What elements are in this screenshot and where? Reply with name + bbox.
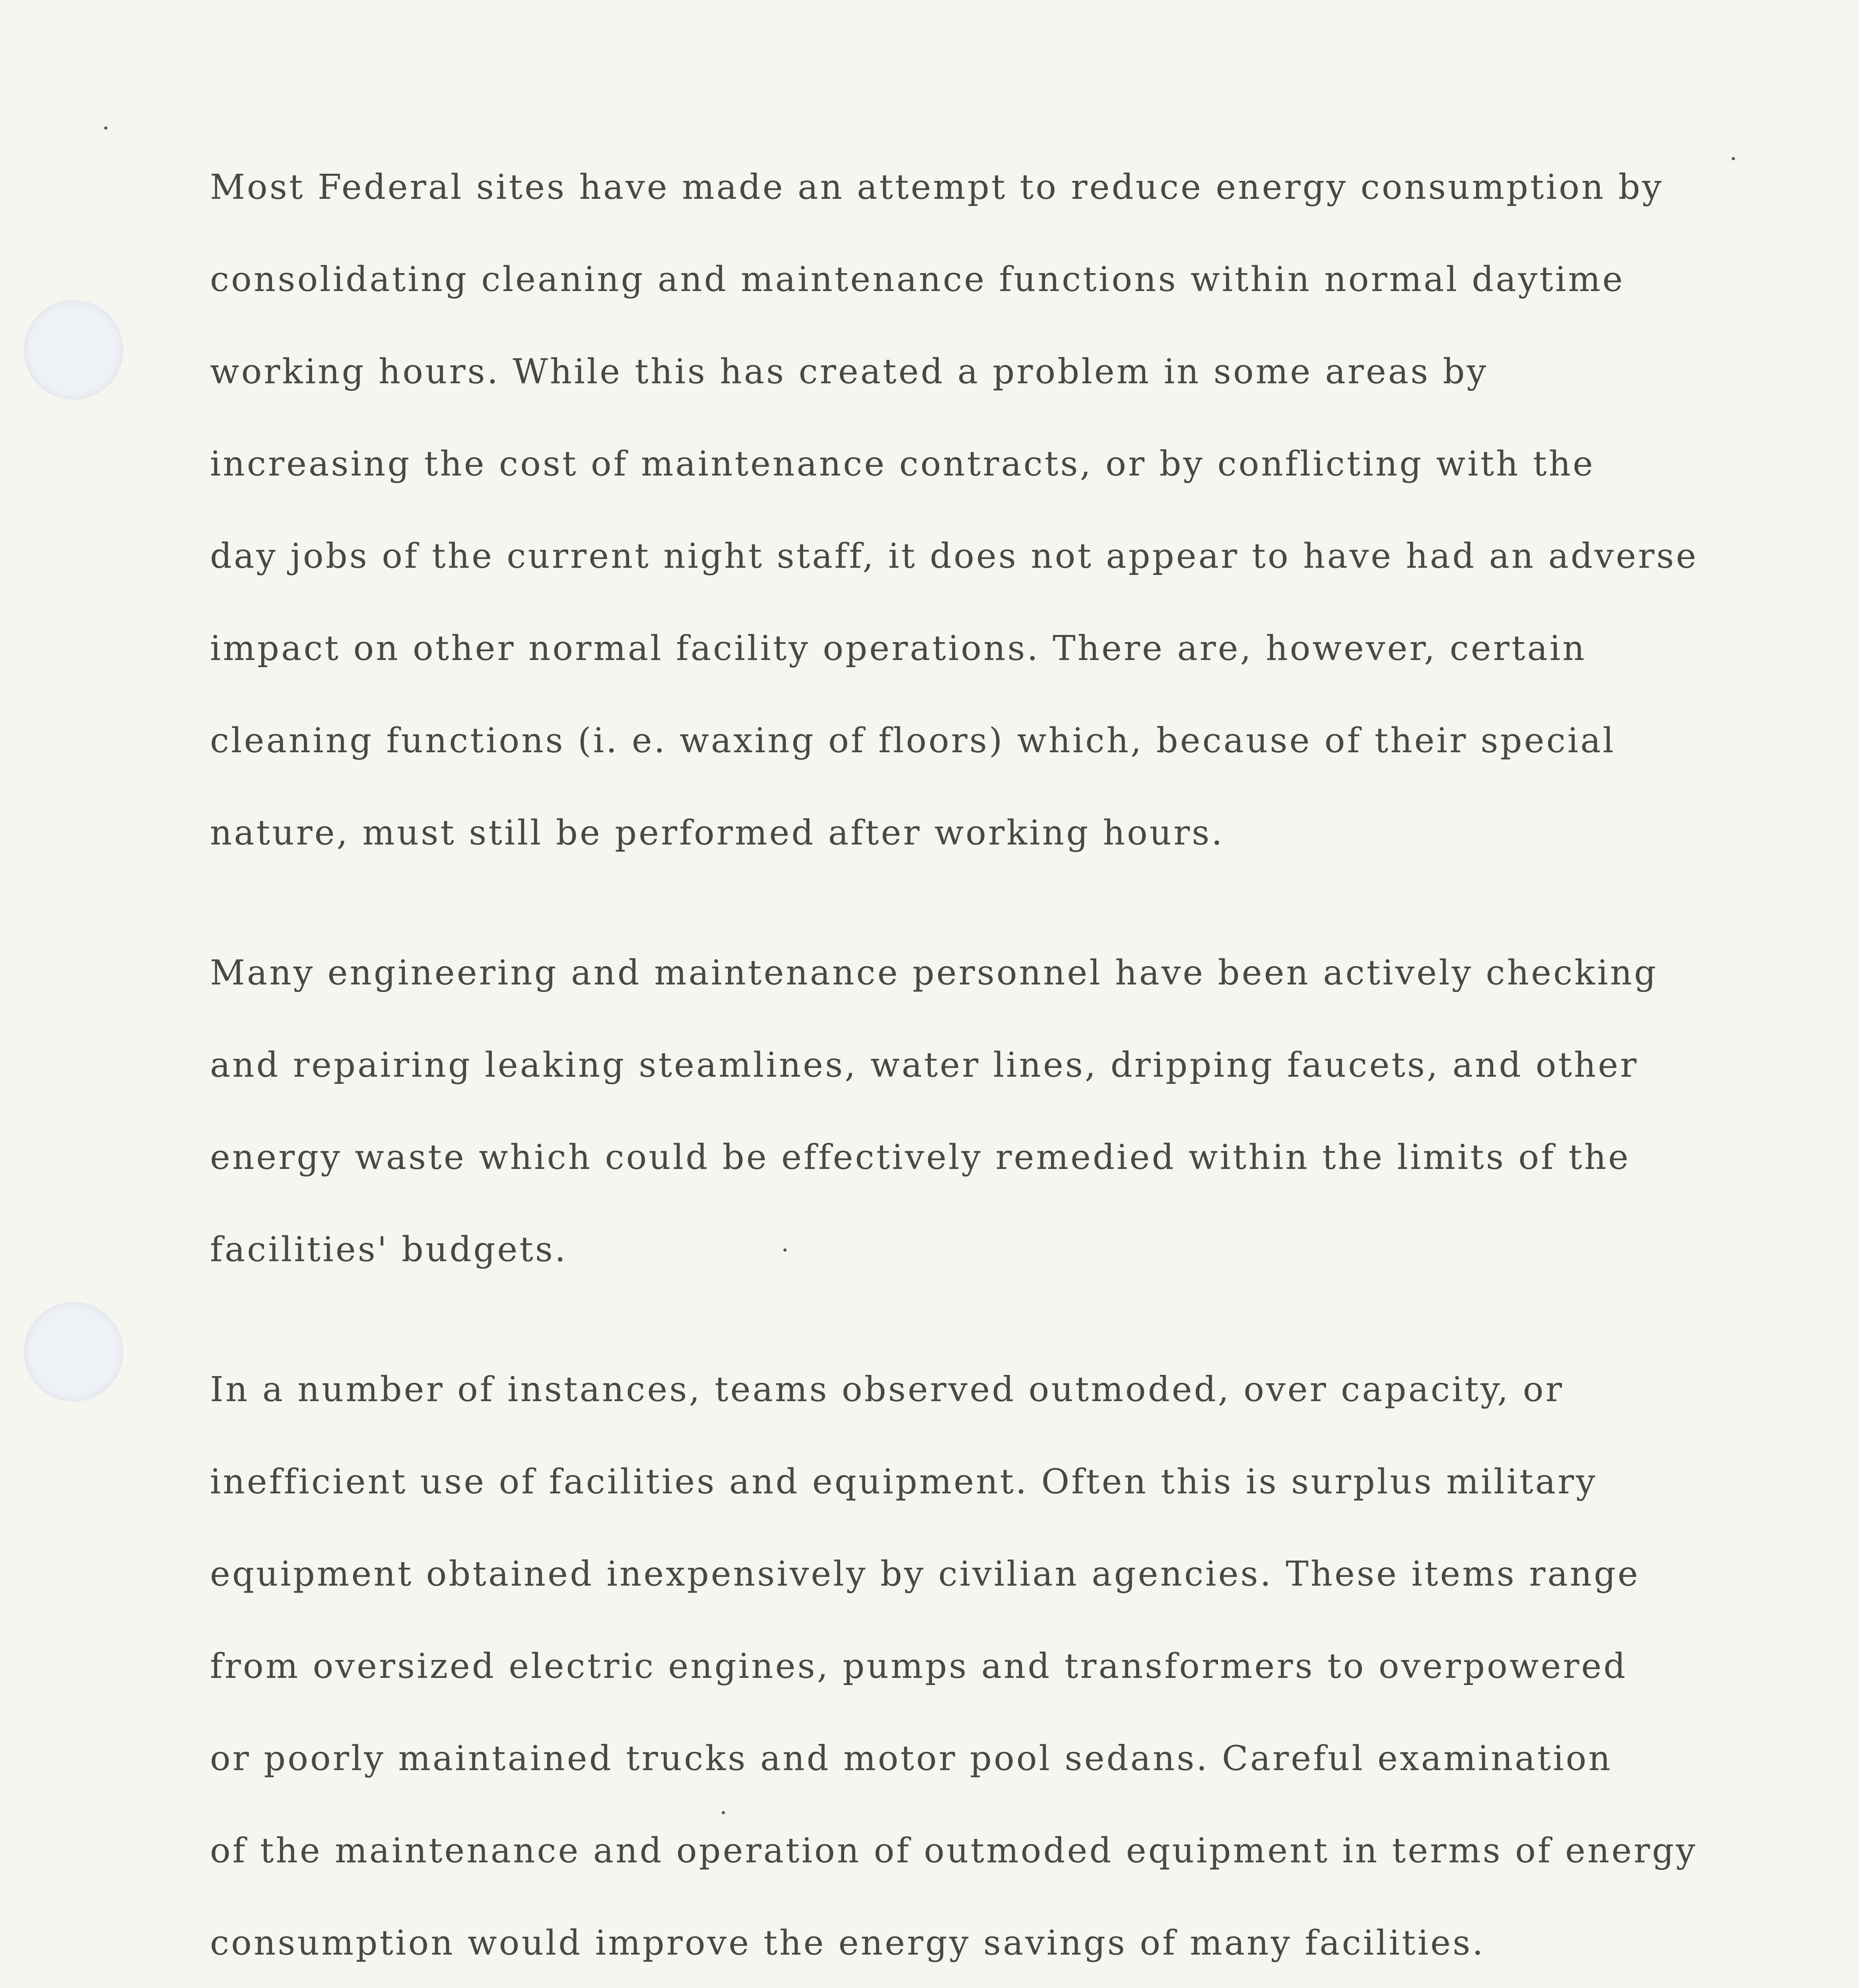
- text-line: day jobs of the current night staff, it does not appear to have had an adverse: [210, 536, 1698, 576]
- punch-hole: [24, 300, 123, 400]
- paragraph-3: [210, 1343, 1816, 1988]
- text-line: energy waste which could be effectively remedied within the limits of the: [210, 1138, 1631, 1177]
- text-line: facilities' budgets.: [210, 1230, 568, 1270]
- text-line: impact on other normal facility operations. There are, however, certain: [210, 629, 1587, 668]
- text-line: inefficient use of facilities and equipment. Often this is surplus military: [210, 1462, 1597, 1502]
- paragraph-1: [210, 141, 1816, 879]
- text-line: from oversized electric engines, pumps and transformers to overpowered: [210, 1646, 1628, 1686]
- text-line: equipment obtained inexpensively by civilian agencies. These items range: [210, 1554, 1640, 1594]
- text-line: or poorly maintained trucks and motor pool sedans. Careful examination: [210, 1739, 1612, 1778]
- paragraph-gap: [210, 1296, 1816, 1343]
- text-line: Many engineering and maintenance personnel have been actively checking: [210, 953, 1658, 993]
- text-line: consolidating cleaning and maintenance functions within normal daytime: [210, 260, 1625, 299]
- text-line: cleaning functions (i. e. waxing of floors) which, because of their special: [210, 721, 1616, 761]
- text-line: Most Federal sites have made an attempt to reduce energy consumption by: [210, 167, 1664, 207]
- text-line: increasing the cost of maintenance contracts, or by conflicting with the: [210, 444, 1595, 484]
- punch-hole: [24, 1302, 123, 1402]
- paper-speck: [104, 126, 107, 130]
- paragraph-2: [210, 927, 1816, 1296]
- text-line: of the maintenance and operation of outmoded equipment in terms of energy: [210, 1831, 1698, 1871]
- text-line: consumption would improve the energy savings of many facilities.: [210, 1923, 1485, 1963]
- text-line: working hours. While this has created a problem in some areas by: [210, 352, 1488, 392]
- document-body: [210, 141, 1816, 1988]
- text-line: and repairing leaking steamlines, water lines, dripping faucets, and other: [210, 1045, 1639, 1085]
- paragraph-gap: [210, 879, 1816, 927]
- text-line: In a number of instances, teams observed outmoded, over capacity, or: [210, 1370, 1564, 1409]
- text-line: nature, must still be performed after working hours.: [210, 813, 1224, 853]
